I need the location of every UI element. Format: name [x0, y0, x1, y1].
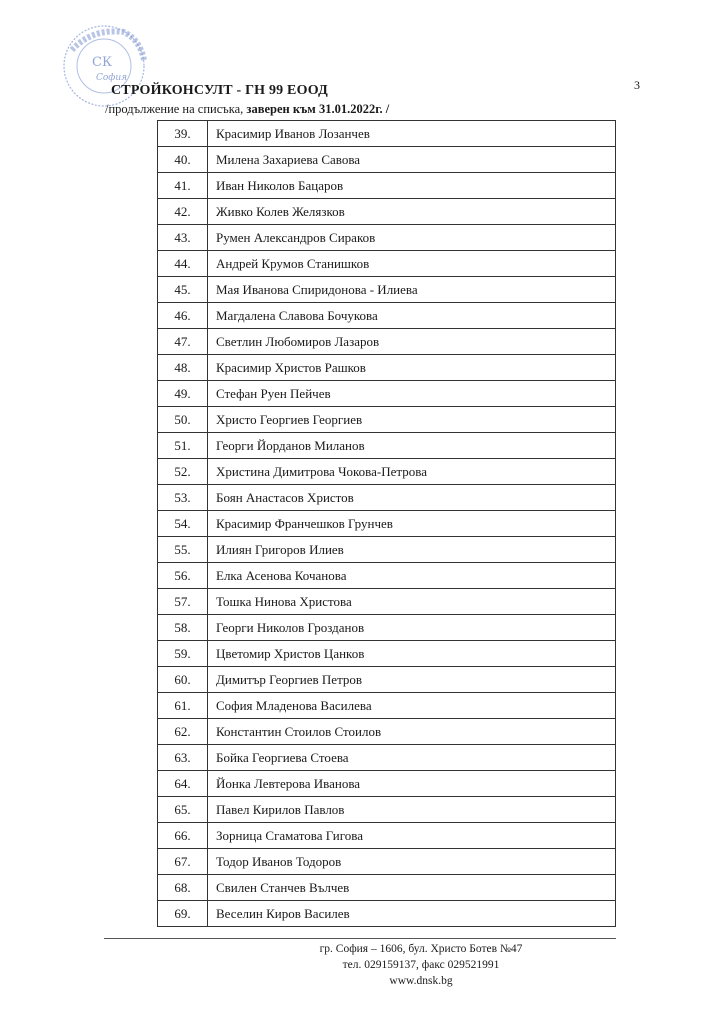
table-row [158, 771, 616, 797]
row-name: Зорница Сгаматова Гигова [208, 823, 616, 849]
svg-text:СК: СК [92, 55, 113, 70]
row-number: 62. [158, 719, 208, 745]
row-number: 64. [158, 771, 208, 797]
table-row [158, 901, 616, 927]
row-number: 63. [158, 745, 208, 771]
row-name: Живко Колев Желязков [208, 199, 616, 225]
names-table [157, 120, 616, 927]
row-number: 67. [158, 849, 208, 875]
table-row [158, 251, 616, 277]
row-name: Йонка Левтерова Иванова [208, 771, 616, 797]
row-name: Красимир Франчешков Грунчев [208, 511, 616, 537]
footer-website: www.dnsk.bg [389, 975, 453, 987]
row-number: 65. [158, 797, 208, 823]
row-number: 59. [158, 641, 208, 667]
row-name: Тошка Нинова Христова [208, 589, 616, 615]
table-row [158, 147, 616, 173]
table-row [158, 277, 616, 303]
row-name: Елка Асенова Кочанова [208, 563, 616, 589]
row-name: Павел Кирилов Павлов [208, 797, 616, 823]
row-number: 46. [158, 303, 208, 329]
table-row [158, 407, 616, 433]
row-name: Бойка Георгиева Стоева [208, 745, 616, 771]
row-name: Андрей Крумов Станишков [208, 251, 616, 277]
row-name: Боян Анастасов Христов [208, 485, 616, 511]
row-number: 49. [158, 381, 208, 407]
page-number: 3 [634, 78, 640, 92]
row-name: Веселин Киров Василев [208, 901, 616, 927]
subtitle-date: заверен към 31.01.2022г. / [246, 102, 390, 116]
table-row [158, 667, 616, 693]
table-row [158, 719, 616, 745]
row-name: Румен Александров Сираков [208, 225, 616, 251]
table-row [158, 199, 616, 225]
row-number: 51. [158, 433, 208, 459]
row-number: 58. [158, 615, 208, 641]
footer-divider [104, 938, 616, 939]
company-name: СТРОЙКОНСУЛТ - ГН 99 ЕООД [111, 83, 328, 98]
row-name: Георги Йорданов Миланов [208, 433, 616, 459]
row-name: Милена Захариева Савова [208, 147, 616, 173]
table-row [158, 173, 616, 199]
table-row [158, 641, 616, 667]
row-name: Светлин Любомиров Лазаров [208, 329, 616, 355]
row-name: Цветомир Христов Цанков [208, 641, 616, 667]
row-name: Красимир Иванов Лозанчев [208, 121, 616, 147]
row-number: 68. [158, 875, 208, 901]
footer [104, 941, 616, 989]
row-name: Свилен Станчев Вълчев [208, 875, 616, 901]
table-row [158, 797, 616, 823]
table-row [158, 615, 616, 641]
table-row [158, 849, 616, 875]
row-name: Димитър Георгиев Петров [208, 667, 616, 693]
row-number: 43. [158, 225, 208, 251]
table-row [158, 745, 616, 771]
row-name: София Младенова Василева [208, 693, 616, 719]
row-name: Магдалена Славова Бочукова [208, 303, 616, 329]
row-number: 47. [158, 329, 208, 355]
subtitle-prefix: /продължение на списъка, [105, 102, 247, 116]
row-name: Христо Георгиев Георгиев [208, 407, 616, 433]
row-number: 48. [158, 355, 208, 381]
row-name: Христина Димитрова Чокова-Петрова [208, 459, 616, 485]
table-row [158, 381, 616, 407]
row-number: 39. [158, 121, 208, 147]
row-number: 66. [158, 823, 208, 849]
row-number: 55. [158, 537, 208, 563]
row-number: 41. [158, 173, 208, 199]
table-row [158, 433, 616, 459]
list-subtitle [105, 102, 389, 117]
table-row [158, 459, 616, 485]
row-name: Георги Николов Грозданов [208, 615, 616, 641]
row-number: 61. [158, 693, 208, 719]
table-row [158, 693, 616, 719]
table-row [158, 537, 616, 563]
row-number: 53. [158, 485, 208, 511]
row-number: 69. [158, 901, 208, 927]
row-number: 40. [158, 147, 208, 173]
table-row [158, 355, 616, 381]
row-name: Стефан Руен Пейчев [208, 381, 616, 407]
row-number: 44. [158, 251, 208, 277]
table-row [158, 823, 616, 849]
table-row [158, 225, 616, 251]
row-number: 52. [158, 459, 208, 485]
row-number: 57. [158, 589, 208, 615]
svg-text:София: София [96, 73, 128, 83]
row-number: 60. [158, 667, 208, 693]
row-number: 50. [158, 407, 208, 433]
table-row [158, 589, 616, 615]
row-name: Мая Иванова Спиридонова - Илиева [208, 277, 616, 303]
row-name: Тодор Иванов Тодоров [208, 849, 616, 875]
table-row [158, 303, 616, 329]
table-row [158, 121, 616, 147]
row-name: Красимир Христов Рашков [208, 355, 616, 381]
row-number: 54. [158, 511, 208, 537]
row-number: 42. [158, 199, 208, 225]
row-name: Иван Николов Бацаров [208, 173, 616, 199]
footer-address: гр. София – 1606, бул. Христо Ботев №47 [319, 943, 523, 955]
table-row [158, 485, 616, 511]
table-row [158, 511, 616, 537]
table-row [158, 329, 616, 355]
row-name: Илиян Григоров Илиев [208, 537, 616, 563]
row-number: 56. [158, 563, 208, 589]
table-row [158, 875, 616, 901]
row-number: 45. [158, 277, 208, 303]
row-name: Константин Стоилов Стоилов [208, 719, 616, 745]
table-row [158, 563, 616, 589]
footer-phones: тел. 029159137, факс 029521991 [342, 959, 500, 971]
